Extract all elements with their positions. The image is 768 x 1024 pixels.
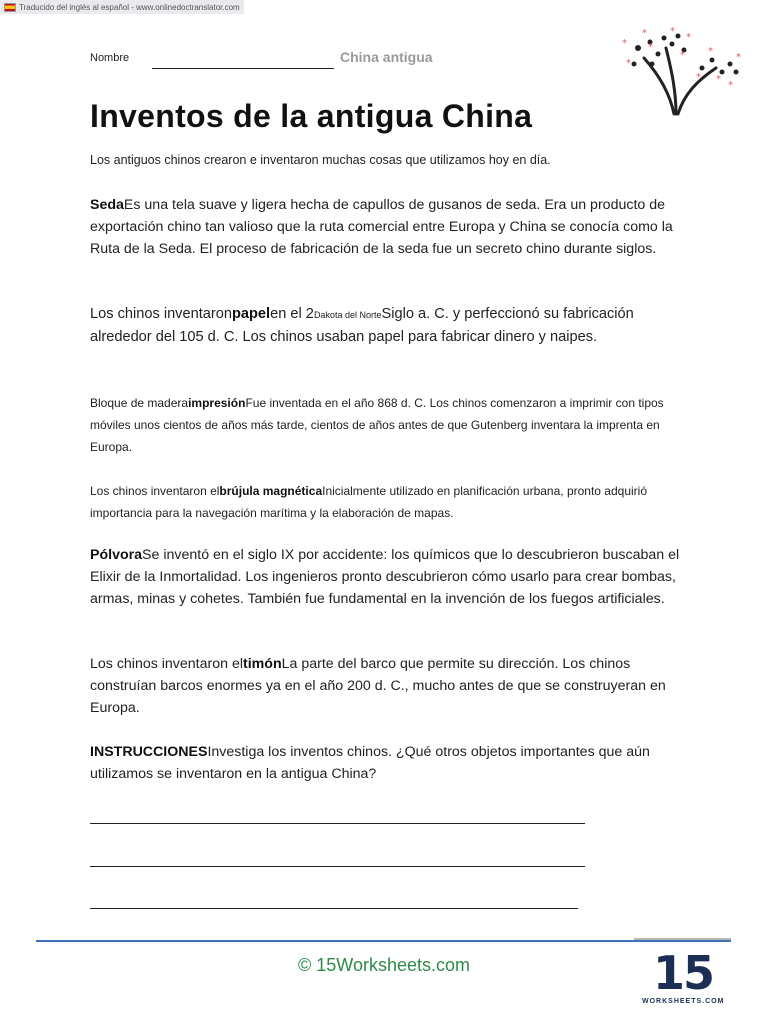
paragraph-brujula-pre: Los chinos inventaron el: [90, 484, 220, 498]
paragraph-papel-pre: Los chinos inventaron: [90, 306, 232, 322]
svg-text:*: *: [648, 42, 653, 53]
paragraph-timon-pre: Los chinos inventaron el: [90, 656, 244, 672]
paragraph-timon-term: timón: [243, 656, 282, 672]
svg-text:*: *: [680, 50, 685, 61]
svg-text:*: *: [686, 32, 691, 43]
paragraph-brujula: [90, 480, 680, 524]
name-label: Nombre: [90, 52, 130, 64]
fireworks-illustration: [612, 24, 742, 116]
svg-text:*: *: [642, 28, 647, 39]
svg-text:*: *: [696, 72, 701, 83]
logo-number: 15: [652, 946, 713, 1000]
paragraph-papel-term: papel: [231, 306, 271, 322]
svg-text:*: *: [716, 74, 721, 85]
paragraph-polvora: [90, 544, 680, 610]
intro-text: Los antiguos chinos crearon e inventaron muchas cosas que utilizamos hoy en día.: [90, 153, 551, 167]
paragraph-polvora-term: Pólvora: [90, 547, 143, 563]
footer-rule-accent: [634, 938, 731, 940]
paragraph-instrucciones: [90, 741, 680, 785]
name-field-line: [152, 68, 334, 69]
paragraph-brujula-text: Inicialmente utilizado en planificación urbana, pronto adquirió importancia para la navegación marítima y la elaboración de mapas.: [90, 484, 647, 520]
instructions-text: Investiga los inventos chinos. ¿Qué otros objetos importantes que aún utilizamos se inventaron en la antigua China?: [90, 744, 650, 782]
paragraph-impresion-text: Fue inventada en el año 868 d. C. Los chinos comenzaron a imprimir con tipos móviles unos cientos de años más tarde, cientos de años antes de que Gutenberg inventara la imprenta en Europa.: [90, 396, 664, 454]
paragraph-papel-text: Siglo a. C. y perfeccionó su fabricación alrededor del 105 d. C. Los chinos usaban papel para fabricar dinero y naipes.: [90, 306, 634, 345]
svg-text:*: *: [708, 46, 713, 57]
svg-text:*: *: [626, 58, 631, 69]
paragraph-impresion: [90, 392, 680, 458]
paragraph-seda-term: Seda: [90, 197, 124, 213]
paragraph-papel-tiny: Dakota del Norte: [313, 310, 382, 320]
translator-banner-text: Traducido del inglés al español - www.onlinedoctranslator.com: [19, 2, 240, 12]
svg-text:*: *: [736, 52, 741, 63]
paragraph-brujula-term: brújula magnética: [219, 484, 323, 498]
paragraph-papel: [90, 303, 680, 348]
paragraph-polvora-text: Se inventó en el siglo IX por accidente: los químicos que lo descubrieron buscaban el Elixir de la Inmortalidad. Los ingenieros pronto descubrieron cómo usarlo para crear bombas, armas, minas y cohetes. También fue fundamental en la invención de los fuegos artificiales.: [90, 547, 680, 607]
paragraph-timon: [90, 653, 680, 719]
svg-text:*: *: [622, 38, 627, 49]
paragraph-seda-text: Es una tela suave y ligera hecha de capullos de gusanos de seda. Era un producto de exportación chino tan valioso que la ruta comercial entre Europa y China se conocía como la Ruta de la Seda. El proceso de fabricación de la seda fue un secreto chino durante siglos.: [90, 197, 673, 257]
paragraph-seda: [90, 194, 680, 260]
page-title: Inventos de la antigua China: [90, 98, 533, 134]
paragraph-papel-mid: en el 2: [270, 306, 314, 322]
logo-word: WORKSHEETS.COM: [642, 998, 725, 1005]
svg-text:*: *: [670, 26, 675, 37]
worksheets-logo[interactable]: [642, 948, 724, 1012]
paragraph-impresion-pre: Bloque de madera: [90, 396, 189, 410]
answer-line-3[interactable]: [90, 908, 578, 909]
paragraph-impresion-term: impresión: [188, 396, 246, 410]
spanish-flag-icon: [4, 3, 16, 12]
translator-banner[interactable]: [0, 0, 244, 14]
instructions-term: INSTRUCCIONES: [90, 744, 208, 760]
answer-line-2[interactable]: [90, 866, 585, 867]
svg-text:*: *: [728, 80, 733, 91]
footer-rule: [36, 940, 731, 942]
answer-line-1[interactable]: [90, 823, 585, 824]
paragraph-timon-text: La parte del barco que permite su dirección. Los chinos construían barcos enormes ya en el año 200 d. C., mucho antes de que se construyeran en Europa.: [90, 656, 666, 716]
subject-label: China antigua: [340, 49, 433, 65]
footer-copyright[interactable]: © 15Worksheets.com: [298, 955, 470, 975]
